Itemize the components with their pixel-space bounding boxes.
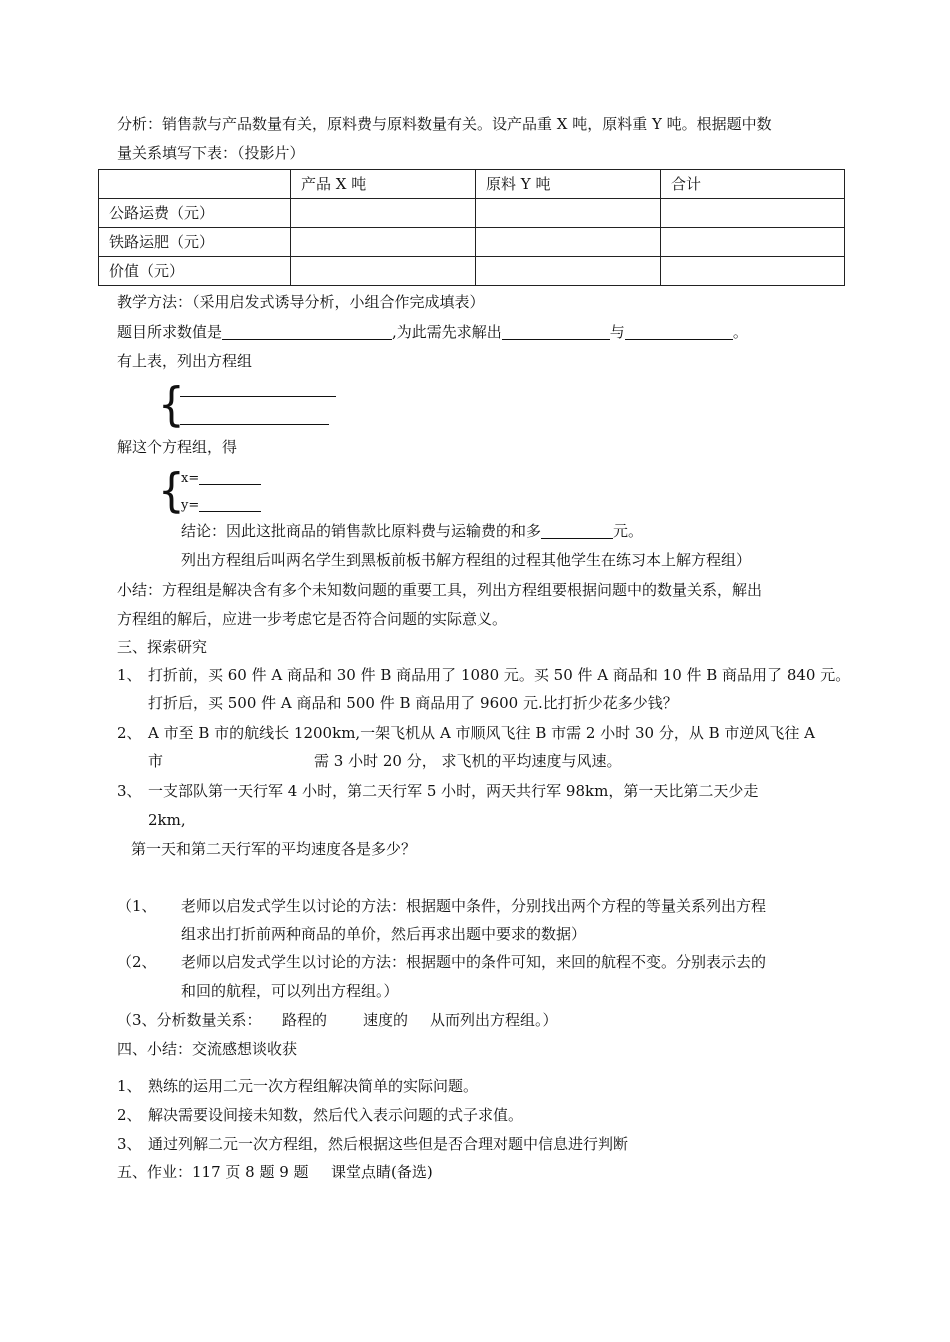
conclusion-line	[181, 524, 643, 539]
teaching-method: 教学方法：（采用启发式诱导分析，小组合作完成填表）	[117, 293, 485, 311]
table-header-cell	[99, 170, 291, 199]
left-brace-icon: {	[158, 377, 185, 432]
table-cell: 公路运费（元）	[99, 199, 291, 228]
hint-1-line-2: 组求出打折前两种商品的单价，然后再求出题中要求的数据）	[181, 925, 587, 943]
table-cell	[476, 228, 661, 257]
solution-x	[181, 472, 261, 485]
problem-2-number: 2、	[117, 724, 142, 742]
equation-blank[interactable]	[180, 396, 336, 397]
table-cell	[291, 257, 476, 286]
problem-2-line-1: A 市至 B 市的航线长 1200km,一架飞机从 A 市顺风飞往 B 市需 2 小时 30 分，从 B 市逆风飞往 A	[148, 724, 815, 742]
hint-3-part-a: 路程的	[282, 1011, 328, 1029]
takeaway-1-text: 熟练的运用二元一次方程组解决简单的实际问题。	[148, 1077, 479, 1095]
takeaway-1-number: 1、	[117, 1077, 142, 1095]
x-answer-blank[interactable]	[199, 472, 261, 485]
left-brace-icon: {	[158, 463, 185, 518]
table-cell: 铁路运肥（元）	[99, 228, 291, 257]
problem-3-line-2: 2km,	[148, 811, 186, 829]
from-table-line: 有上表，列出方程组	[117, 352, 253, 370]
problem-3-number: 3、	[117, 782, 142, 800]
answer-blank[interactable]	[625, 325, 733, 340]
section-3-title: 三、探索研究	[117, 638, 208, 656]
y-label: y=	[181, 498, 200, 513]
problem-1-line-2: 打折后，买 500 件 A 商品和 500 件 B 商品用了 9600 元.比打折少花多少钱？	[148, 694, 678, 712]
takeaway-2-number: 2、	[117, 1106, 142, 1124]
table-header-row	[99, 170, 845, 199]
hint-2-line-1: 老师以启发式学生以讨论的方法：根据题中的条件可知，来回的航程不变。分别表示去的	[181, 953, 767, 971]
question-part-2: ,为此需先求解出	[392, 323, 502, 341]
board-note: 列出方程组后叫两名学生到黑板前板书解方程组的过程其他学生在练习本上解方程组）	[181, 551, 752, 569]
hint-2-line-2: 和回的航程，可以列出方程组。）	[181, 982, 399, 1000]
question-part-4: 。	[732, 323, 748, 341]
table-header-cell: 原料 Y 吨	[476, 170, 661, 199]
section-4-title: 四、小结：交流感想谈收获	[117, 1040, 298, 1058]
question-part-3: 与	[609, 323, 625, 341]
table-header-cell: 产品 X 吨	[291, 170, 476, 199]
table-row	[99, 228, 845, 257]
problem-1-line-1: 打折前，买 60 件 A 商品和 30 件 B 商品用了 1080 元。买 50 件 A 商品和 10 件 B 商品用了 840 元。	[148, 666, 851, 684]
quantity-table	[98, 169, 845, 286]
table-cell: 价值（元）	[99, 257, 291, 286]
solve-line: 解这个方程组，得	[117, 438, 238, 456]
takeaway-2-text: 解决需要设间接未知数，然后代入表示问题的式子求值。	[148, 1106, 524, 1124]
answer-blank[interactable]	[541, 524, 613, 539]
summary-line-2: 方程组的解后，应进一步考虑它是否符合问题的实际意义。	[117, 610, 508, 628]
problem-3-line-3: 第一天和第二天行军的平均速度各是多少？	[131, 840, 417, 858]
hint-3-number: （3、分析数量关系：	[117, 1011, 262, 1029]
table-cell	[661, 199, 845, 228]
table-row	[99, 257, 845, 286]
analysis-line-2: 量关系填写下表：（投影片）	[117, 144, 305, 162]
solution-y	[181, 499, 261, 512]
hint-3-part-b: 速度的	[363, 1011, 409, 1029]
hint-3-part-c: 从而列出方程组。）	[430, 1011, 558, 1029]
problem-3-line-1: 一支部队第一天行军 4 小时，第二天行军 5 小时，两天共行军 98km，第一天比第二天少走	[148, 782, 759, 800]
question-line	[117, 325, 748, 340]
table-cell	[476, 257, 661, 286]
y-answer-blank[interactable]	[199, 499, 261, 512]
analysis-line-1: 分析：销售款与产品数量有关，原料费与原料数量有关。设产品重 X 吨，原料重 Y 吨。根据题中数	[117, 115, 772, 133]
hint-1-line-1: 老师以启发式学生以讨论的方法：根据题中条件，分别找出两个方程的等量关系列出方程	[181, 897, 767, 915]
table-cell	[476, 199, 661, 228]
answer-blank[interactable]	[502, 325, 610, 340]
table-cell	[291, 199, 476, 228]
summary-line-1: 小结：方程组是解决含有多个未知数问题的重要工具，列出方程组要根据问题中的数量关系，解出	[117, 581, 763, 599]
hint-1-number: （1、	[117, 897, 157, 915]
section-5-homework: 五、作业：117 页 8 题 9 题	[117, 1163, 309, 1181]
equation-blank[interactable]	[180, 424, 329, 425]
table-row	[99, 199, 845, 228]
takeaway-3-number: 3、	[117, 1135, 142, 1153]
table-header-cell: 合计	[661, 170, 845, 199]
problem-1-number: 1、	[117, 666, 142, 684]
conclusion-prefix: 结论：因此这批商品的销售款比原料费与运输费的和多	[181, 522, 542, 540]
table-cell	[291, 228, 476, 257]
hint-2-number: （2、	[117, 953, 157, 971]
table-cell	[661, 228, 845, 257]
takeaway-3-text: 通过列解二元一次方程组，然后根据这些但是否合理对题中信息进行判断	[148, 1135, 629, 1153]
answer-blank[interactable]	[222, 325, 392, 340]
table-cell	[661, 257, 845, 286]
x-label: x=	[181, 471, 200, 486]
conclusion-suffix: 元。	[613, 522, 644, 540]
question-part-1: 题目所求数值是	[117, 323, 223, 341]
problem-2-line-2b: 需 3 小时 20 分， 求飞机的平均速度与风速。	[314, 752, 622, 770]
problem-2-line-2a: 市	[148, 752, 164, 770]
section-5-optional: 课堂点睛(备选)	[331, 1163, 433, 1181]
